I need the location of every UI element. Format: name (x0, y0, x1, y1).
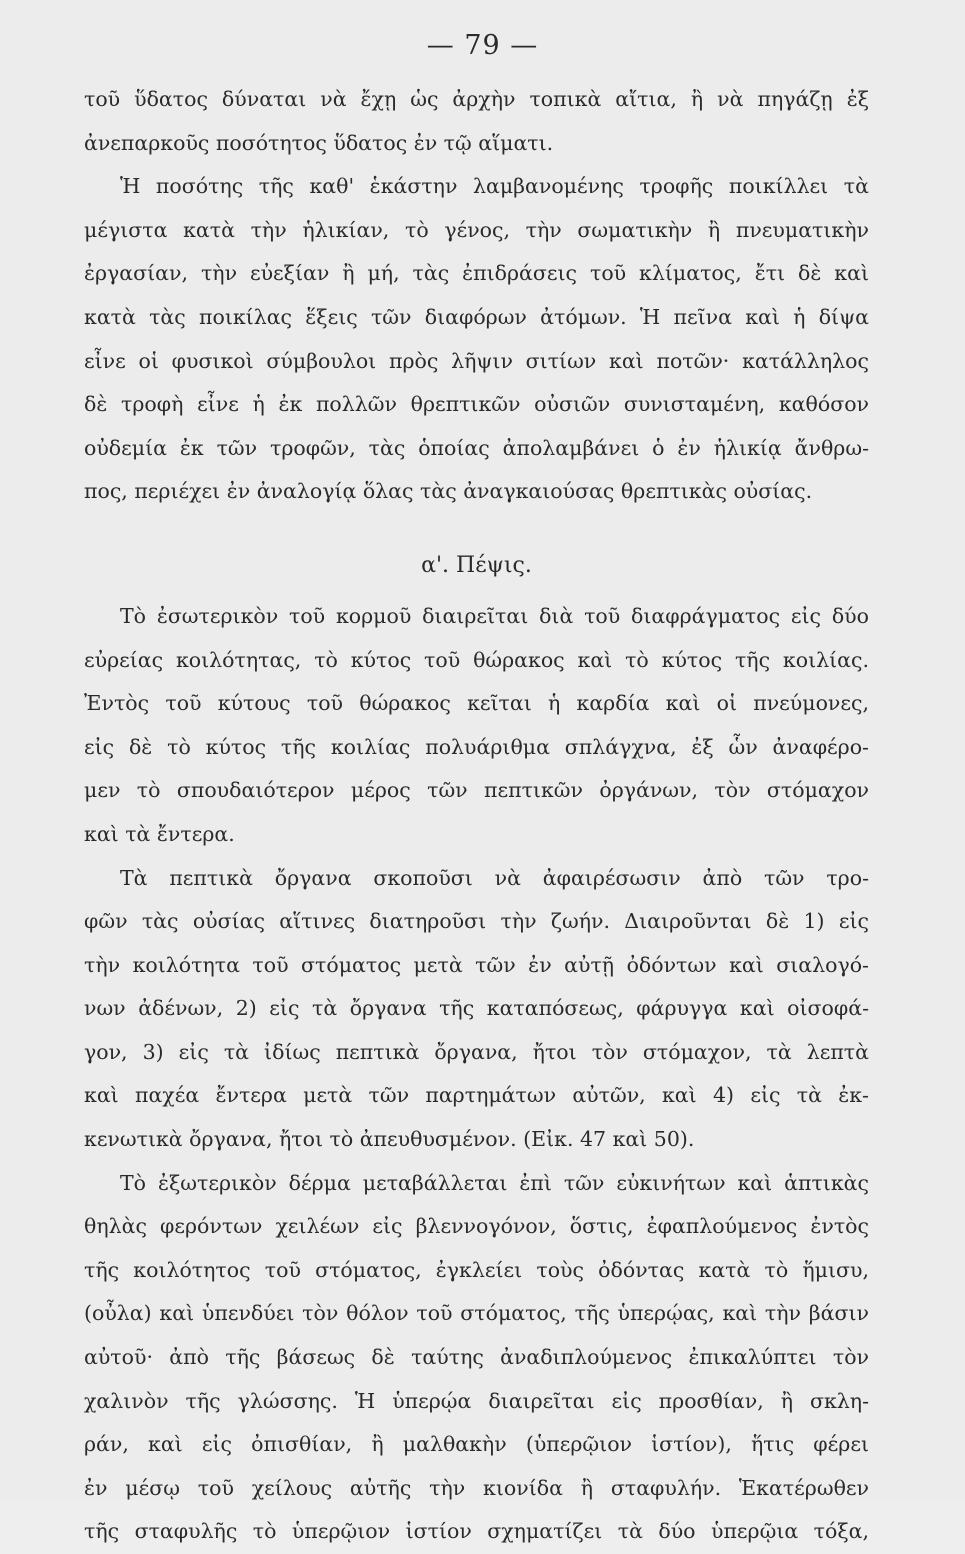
text-line: Ἡ ποσότης τῆς καθ' ἑκάστην λαμβανομένης τροφῆς ποικίλλει τὰ (120, 174, 869, 199)
text-line: μέγιστα κατὰ τὴν ἡλικίαν, τὸ γένος, τὴν σωματικὴν ἢ πνευματικὴν (84, 217, 869, 242)
text-line: Τὰ πεπτικὰ ὄργανα σκοποῦσι νὰ ἀφαιρέσωσιν ἀπὸ τῶν τρο- (120, 865, 869, 890)
paragraph-block-digestion (84, 595, 869, 1554)
text-line: τῆς κοιλότητος τοῦ στόματος, ἐγκλείει τοὺς ὀδόντας κατὰ τὸ ἥμισυ, (84, 1257, 869, 1282)
text-line: χαλινὸν τῆς γλώσσης. Ἡ ὑπερῴα διαιρεῖται εἰς προσθίαν, ἢ σκλη- (84, 1388, 869, 1413)
text-line: Τὸ ἐσωτερικὸν τοῦ κορμοῦ διαιρεῖται διὰ τοῦ διαφράγματος εἰς δύο (120, 603, 869, 628)
text-line: Ἐντὸς τοῦ κύτους τοῦ θώρακος κεῖται ἡ καρδία καὶ οἱ πνεύμονες, (84, 691, 869, 716)
page-number: — 79 — (426, 30, 539, 61)
text-line: καὶ παχέα ἔντερα μετὰ τῶν παρτημάτων αὐτῶν, καὶ 4) εἰς τὰ ἐκ- (84, 1083, 869, 1108)
text-line: τῆς σταφυλῆς τὸ ὑπερῷιον ἱστίον σχηματίζει τὰ δύο ὑπερῷια τόξα, (84, 1519, 869, 1544)
section-heading: α'. Πέψις. (421, 552, 532, 578)
text-line: τοῦ ὕδατος δύναται νὰ ἔχῃ ὡς ἀρχὴν τοπικὰ αἴτια, ἢ νὰ πηγάζῃ ἐξ (84, 87, 869, 111)
text-line: οὐδεμία ἐκ τῶν τροφῶν, τὰς ὁποίας ἀπολαμβάνει ὁ ἐν ἡλικίᾳ ἄνθρω- (84, 435, 869, 460)
text-line: εἶνε οἱ φυσικοὶ σύμβουλοι πρὸς λῆψιν σιτίων καὶ ποτῶν· κατάλληλος (84, 348, 869, 373)
text-line: αὐτοῦ· ἀπὸ τῆς βάσεως δὲ ταύτης ἀναδιπλούμενος ἐπικαλύπτει τὸν (84, 1345, 869, 1370)
text-line: ἀνεπαρκοῦς ποσότητος ὕδατος ἐν τῷ αἵματι. (84, 130, 554, 155)
text-line: μεν τὸ σπουδαιότερον μέρος τῶν πεπτικῶν ὀργάνων, τὸν στόμαχον (84, 778, 869, 803)
text-line: ἐργασίαν, τὴν εὐεξίαν ἢ μή, τὰς ἐπιδράσεις τοῦ κλίματος, ἔτι δὲ καὶ (84, 261, 869, 286)
text-line: εἰς δὲ τὸ κύτος τῆς κοιλίας πολυάριθμα σπλάγχνα, ἐξ ὧν ἀναφέρο- (84, 734, 869, 759)
text-line: γον, 3) εἰς τὰ ἰδίως πεπτικὰ ὄργανα, ἤτοι τὸν στόμαχον, τὰ λεπτὰ (84, 1039, 869, 1064)
text-line: δὲ τροφὴ εἶνε ἡ ἐκ πολλῶν θρεπτικῶν οὐσιῶν συνισταμένη, καθόσον (84, 392, 869, 417)
text-line: Τὸ ἐξωτερικὸν δέρμα μεταβάλλεται ἐπὶ τῶν εὐκινήτων καὶ ἁπτικὰς (120, 1170, 869, 1195)
text-line: πος, περιέχει ἐν ἀναλογίᾳ ὅλας τὰς ἀναγκαιούσας θρεπτικὰς οὐσίας. (84, 479, 813, 504)
text-line: κενωτικὰ ὄργανα, ἤτοι τὸ ἀπευθυσμένον. (Εἰκ. 47 καὶ 50). (84, 1127, 695, 1152)
text-line: ἐν μέσῳ τοῦ χείλους αὐτῆς τὴν κιονίδα ἢ σταφυλήν. Ἑκατέρωθεν (84, 1475, 869, 1500)
page-body (84, 78, 869, 1554)
paragraph-block-intro (84, 78, 869, 514)
text-line: τὴν κοιλότητα τοῦ στόματος μετὰ τῶν ἐν αὐτῇ ὀδόντων καὶ σιαλογό- (84, 952, 869, 977)
text-line: φῶν τὰς οὐσίας αἵτινες διατηροῦσι τὴν ζωήν. Διαιροῦνται δὲ 1) εἰς (84, 909, 869, 934)
text-line: ράν, καὶ εἰς ὀπισθίαν, ἢ μαλθακὴν (ὑπερῷιον ἱστίον), ἥτις φέρει (84, 1432, 869, 1457)
text-line: νων ἀδένων, 2) εἰς τὰ ὄργανα τῆς καταπόσεως, φάρυγγα καὶ οἰσοφά- (84, 996, 869, 1021)
text-line: θηλὰς φερόντων χειλέων εἰς βλεννογόνον, ὅστις, ἐφαπλούμενος ἐντὸς (84, 1214, 869, 1239)
text-line: κατὰ τὰς ποικίλας ἕξεις τῶν διαφόρων ἀτόμων. Ἡ πεῖνα καὶ ἡ δίψα (84, 304, 869, 329)
text-line: (οὖλα) καὶ ὑπενδύει τὸν θόλον τοῦ στόματος, τῆς ὑπερῴας, καὶ τὴν βάσιν (84, 1301, 869, 1326)
text-line: εὐρείας κοιλότητας, τὸ κύτος τοῦ θώρακος καὶ τὸ κύτος τῆς κοιλίας. (84, 647, 869, 672)
text-line: καὶ τὰ ἔντερα. (84, 821, 235, 846)
